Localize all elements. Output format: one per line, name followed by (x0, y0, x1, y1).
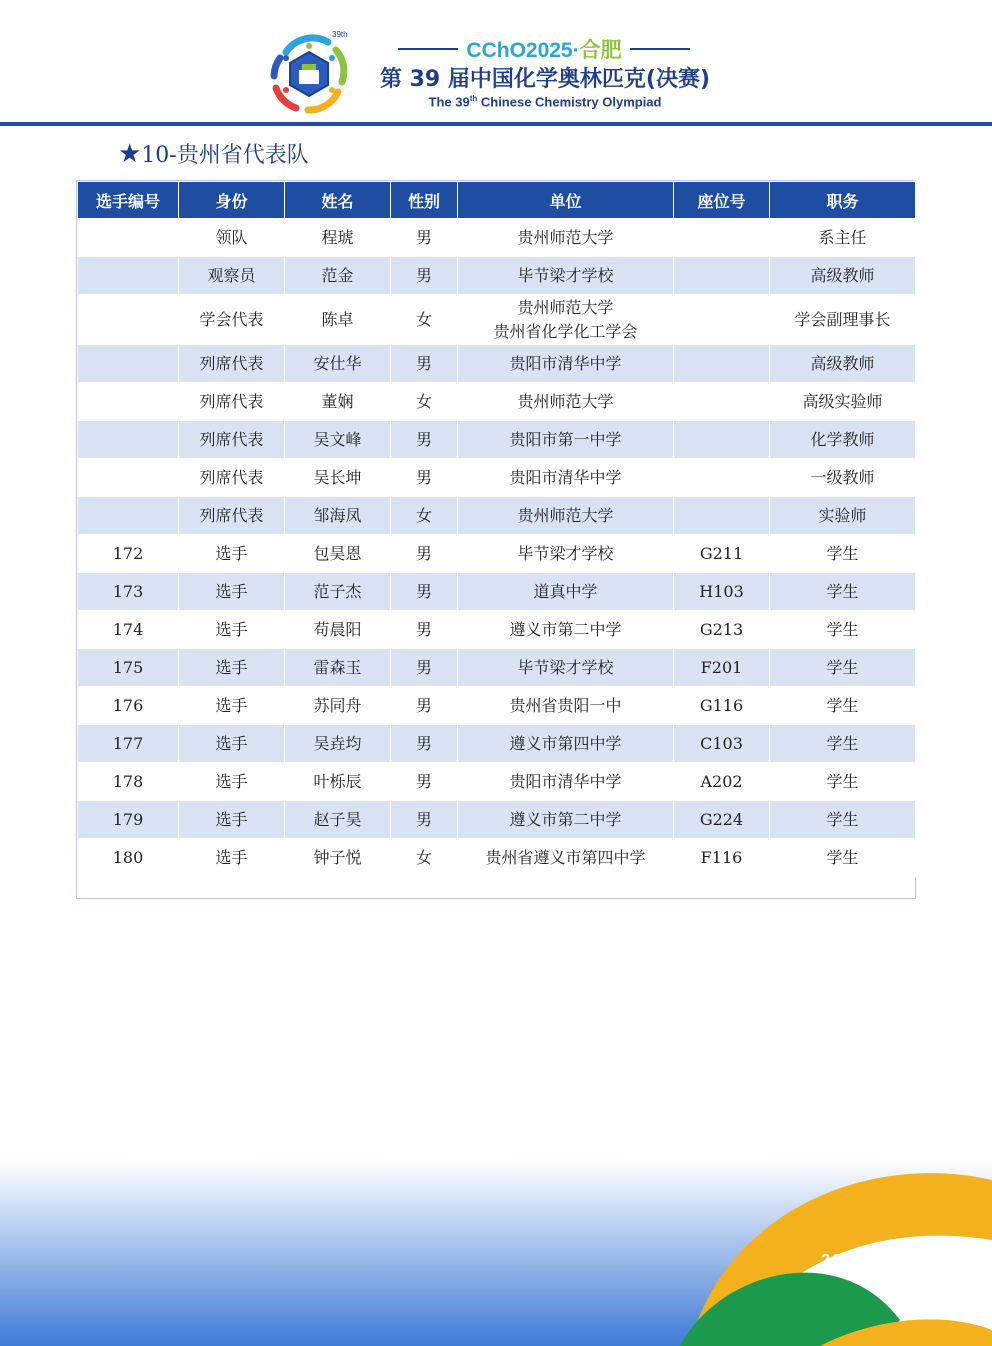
cell-unit: 道真中学 (458, 573, 674, 611)
cell-number: 175 (78, 649, 179, 687)
table-row (78, 839, 916, 877)
table-row (78, 497, 916, 535)
cell-gender: 男 (391, 421, 458, 459)
cell-position: 学生 (770, 763, 916, 801)
cell-name: 钟子悦 (285, 839, 391, 877)
cell-role: 选手 (179, 573, 285, 611)
cell-name: 程琥 (285, 219, 391, 257)
cell-seat (674, 383, 770, 421)
cell-seat: H103 (674, 573, 770, 611)
cell-gender: 男 (391, 219, 458, 257)
cell-role: 列席代表 (179, 383, 285, 421)
cell-name: 苟晨阳 (285, 611, 391, 649)
team-roster-table (77, 181, 916, 877)
cell-role: 学会代表 (179, 295, 285, 345)
cell-name: 邹海凤 (285, 497, 391, 535)
cell-number: 180 (78, 839, 179, 877)
cell-seat: F116 (674, 839, 770, 877)
table-row (78, 383, 916, 421)
cell-seat (674, 459, 770, 497)
cell-unit (458, 295, 674, 345)
cell-gender: 男 (391, 763, 458, 801)
cell-position: 学生 (770, 611, 916, 649)
cell-role: 观察员 (179, 257, 285, 295)
header-seat: 座位号 (674, 182, 770, 219)
cell-name: 吴长坤 (285, 459, 391, 497)
cell-gender: 女 (391, 497, 458, 535)
cell-seat (674, 219, 770, 257)
cell-unit: 遵义市第二中学 (458, 801, 674, 839)
table-row (78, 295, 916, 345)
cell-seat (674, 345, 770, 383)
cell-role: 选手 (179, 611, 285, 649)
event-title-en: The 39th Chinese Chemistry Olympiad (428, 94, 662, 110)
star-icon: ★ (118, 139, 142, 169)
header-name: 姓名 (285, 182, 391, 219)
cell-gender: 男 (391, 687, 458, 725)
cell-role: 选手 (179, 763, 285, 801)
cell-name: 董娴 (285, 383, 391, 421)
event-title-cn: 第 39 届中国化学奥林匹克(决赛) (379, 67, 711, 92)
cell-number: 173 (78, 573, 179, 611)
cell-position: 学生 (770, 725, 916, 763)
cell-unit: 遵义市第四中学 (458, 725, 674, 763)
cell-position: 化学教师 (770, 421, 916, 459)
cell-unit: 毕节梁才学校 (458, 649, 674, 687)
cell-number (78, 257, 179, 295)
cell-name: 陈卓 (285, 295, 391, 345)
cell-gender: 男 (391, 725, 458, 763)
cell-position: 学生 (770, 687, 916, 725)
table-row (78, 763, 916, 801)
cell-seat: G224 (674, 801, 770, 839)
cell-unit: 贵州省遵义市第四中学 (458, 839, 674, 877)
cell-number (78, 383, 179, 421)
cell-position: 高级教师 (770, 345, 916, 383)
cell-number: 172 (78, 535, 179, 573)
cell-position: 学生 (770, 801, 916, 839)
tagline-line-right (630, 48, 690, 50)
table-row (78, 573, 916, 611)
cell-position: 学生 (770, 535, 916, 573)
cell-seat: G211 (674, 535, 770, 573)
cell-role: 选手 (179, 535, 285, 573)
cell-name: 苏同舟 (285, 687, 391, 725)
tagline-city: 合肥 (579, 39, 622, 62)
cell-name: 吴文峰 (285, 421, 391, 459)
cell-name: 雷森玉 (285, 649, 391, 687)
tagline-main: CChO2025· (466, 39, 580, 62)
cell-role: 选手 (179, 687, 285, 725)
cell-unit: 贵州省贵阳一中 (458, 687, 674, 725)
table-row (78, 345, 916, 383)
cell-seat (674, 497, 770, 535)
cell-position: 系主任 (770, 219, 916, 257)
cell-seat (674, 421, 770, 459)
unit-line: 贵州省化学化工学会 (493, 321, 638, 341)
cell-number (78, 497, 179, 535)
cell-name: 安仕华 (285, 345, 391, 383)
table-body (78, 219, 916, 877)
cell-role: 列席代表 (179, 459, 285, 497)
cell-seat (674, 295, 770, 345)
cell-gender: 男 (391, 345, 458, 383)
unit-line: 贵州师范大学 (517, 297, 614, 317)
cell-number: 177 (78, 725, 179, 763)
event-tagline (398, 36, 690, 62)
cell-role: 选手 (179, 801, 285, 839)
table-row (78, 801, 916, 839)
section-title-text: 10-贵州省代表队 (141, 143, 309, 168)
cell-name: 叶栎辰 (285, 763, 391, 801)
cell-number (78, 421, 179, 459)
cell-seat (674, 257, 770, 295)
table-row (78, 649, 916, 687)
olympiad-logo (266, 30, 352, 116)
table-row (78, 219, 916, 257)
cell-seat: G213 (674, 611, 770, 649)
cell-unit: 贵州师范大学 (458, 383, 674, 421)
cell-role: 列席代表 (179, 345, 285, 383)
table-row (78, 687, 916, 725)
cell-unit: 贵州师范大学 (458, 219, 674, 257)
table-row (78, 535, 916, 573)
cell-unit: 遵义市第二中学 (458, 611, 674, 649)
cell-role: 列席代表 (179, 497, 285, 535)
header-number: 选手编号 (78, 182, 179, 219)
cell-unit: 贵阳市清华中学 (458, 345, 674, 383)
cell-position: 高级教师 (770, 257, 916, 295)
table-row (78, 611, 916, 649)
cell-number (78, 345, 179, 383)
cell-position: 一级教师 (770, 459, 916, 497)
logo-badge: 39th (332, 30, 348, 39)
cell-gender: 男 (391, 535, 458, 573)
cell-number: 176 (78, 687, 179, 725)
cell-number: 174 (78, 611, 179, 649)
cell-name: 范金 (285, 257, 391, 295)
cell-seat: C103 (674, 725, 770, 763)
cell-name: 包昊恩 (285, 535, 391, 573)
cell-unit: 贵阳市清华中学 (458, 763, 674, 801)
header-divider (0, 122, 992, 126)
cell-gender: 女 (391, 295, 458, 345)
cell-seat: A202 (674, 763, 770, 801)
cell-seat: G116 (674, 687, 770, 725)
header-unit: 单位 (458, 182, 674, 219)
cell-unit: 毕节梁才学校 (458, 257, 674, 295)
cell-gender: 男 (391, 801, 458, 839)
cell-gender: 男 (391, 611, 458, 649)
cell-gender: 男 (391, 459, 458, 497)
cell-unit: 毕节梁才学校 (458, 535, 674, 573)
cell-position: 实验师 (770, 497, 916, 535)
cell-position: 学会副理事长 (770, 295, 916, 345)
cell-gender: 男 (391, 649, 458, 687)
cell-position: 学生 (770, 839, 916, 877)
page-number: 24 (821, 1252, 839, 1269)
cell-name: 范子杰 (285, 573, 391, 611)
cell-position: 学生 (770, 573, 916, 611)
section-title (118, 138, 309, 169)
cell-unit: 贵阳市清华中学 (458, 459, 674, 497)
header-gender: 性别 (391, 182, 458, 219)
table-row (78, 257, 916, 295)
cell-role: 选手 (179, 725, 285, 763)
cell-gender: 男 (391, 257, 458, 295)
table-row (78, 421, 916, 459)
cell-number: 178 (78, 763, 179, 801)
cell-seat: F201 (674, 649, 770, 687)
table-row (78, 459, 916, 497)
cell-gender: 女 (391, 383, 458, 421)
cell-unit: 贵阳市第一中学 (458, 421, 674, 459)
cell-gender: 女 (391, 839, 458, 877)
cell-role: 选手 (179, 649, 285, 687)
cell-name: 吴垚均 (285, 725, 391, 763)
cell-number: 179 (78, 801, 179, 839)
cell-role: 选手 (179, 839, 285, 877)
header-position: 职务 (770, 182, 916, 219)
tagline-line-left (398, 48, 458, 50)
cell-role: 领队 (179, 219, 285, 257)
cell-name: 赵子昊 (285, 801, 391, 839)
header-role: 身份 (179, 182, 285, 219)
table-header-row (78, 182, 916, 219)
table-row (78, 725, 916, 763)
cell-position: 学生 (770, 649, 916, 687)
cell-role: 列席代表 (179, 421, 285, 459)
cell-number (78, 295, 179, 345)
cell-number (78, 219, 179, 257)
cell-position: 高级实验师 (770, 383, 916, 421)
cell-gender: 男 (391, 573, 458, 611)
cell-number (78, 459, 179, 497)
cell-unit: 贵州师范大学 (458, 497, 674, 535)
page-header (0, 0, 992, 126)
